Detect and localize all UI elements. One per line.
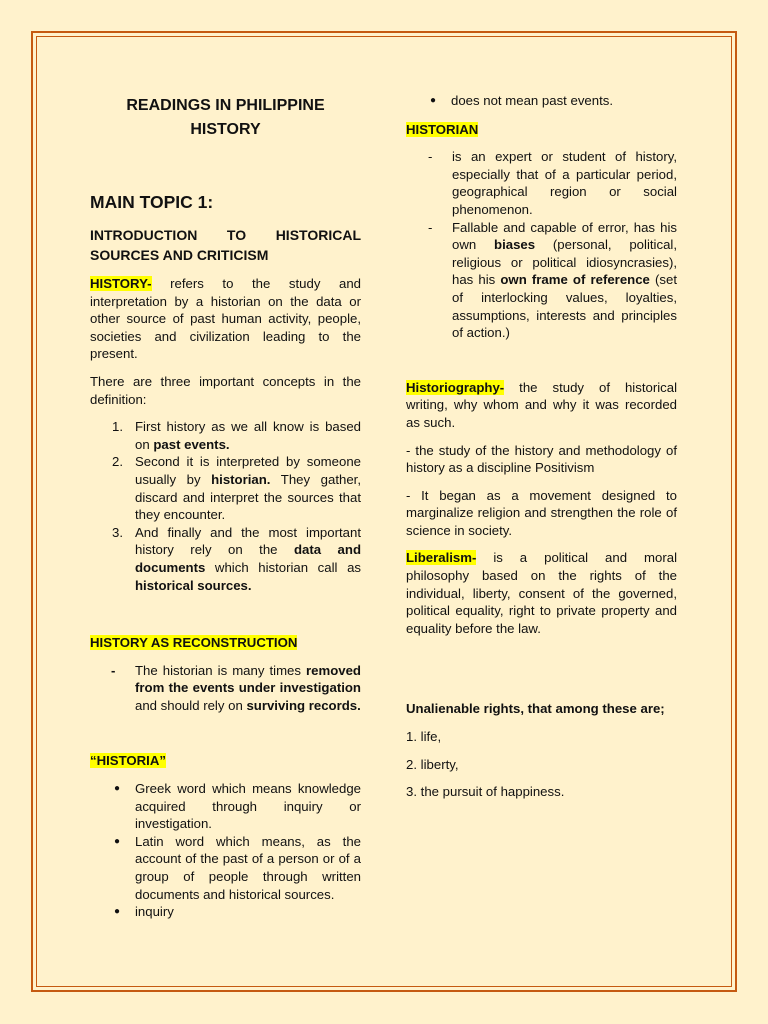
top-bullet-list — [406, 92, 677, 110]
list-item: - The historian is many times removed from the events under investigation and should rely on surviving records. — [111, 662, 361, 713]
rights-item: 3. the pursuit of happiness. — [406, 784, 565, 800]
list-item: - Fallable and capable of error, has his own biases (personal, political, religious or political idiosyncrasies), has his own frame of reference (set of interlocking values, loyalties, assumptions, interests and principles of action.) — [428, 219, 677, 341]
list-item: ● inquiry — [114, 904, 174, 920]
historian-list — [406, 148, 677, 342]
left-column — [90, 94, 361, 921]
subtopic-heading: INTRODUCTION TO HISTORICAL SOURCES AND CRITICISM — [90, 227, 361, 263]
list-item: 1. First history as we all know is based on past events. — [112, 419, 361, 452]
list-item: 3. And finally and the most important history rely on the data and documents which historian call as historical sources. — [112, 524, 361, 593]
concepts-list — [90, 418, 361, 594]
document-title: READINGS IN PHILIPPINE HISTORY — [126, 97, 325, 138]
list-item: ● does not mean past events. — [430, 93, 614, 108]
reconstruction-list — [90, 662, 361, 715]
historia-heading: “HISTORIA” — [90, 753, 166, 769]
concepts-intro: There are three important concepts in the definition: — [90, 373, 361, 407]
liberalism-definition: Liberalism- is a political and moral philosophy based on the rights of the individual, liberty, consent of the governed, political equality, right to private property and equality before the law. — [406, 550, 677, 636]
bullet-icon: ● — [430, 95, 437, 106]
rights-heading: Unalienable rights, that among these are; — [406, 701, 665, 717]
historian-heading: HISTORIAN — [406, 121, 479, 137]
bullet-icon: ● — [114, 783, 121, 795]
historia-list — [90, 780, 361, 921]
list-item: 2. Second it is interpreted by someone usually by historian. They gather, discard and interpret the sources that they encounter. — [112, 454, 361, 523]
main-topic-heading: MAIN TOPIC 1: — [90, 192, 214, 212]
bullet-icon: ● — [114, 906, 121, 918]
list-item: ● Latin word which means, as the account of the past of a person or of a group of people through written documents and historical sources. — [114, 833, 361, 902]
historiography-paragraph-2: - the study of the history and methodology of history as a discipline Positivism — [406, 442, 677, 476]
list-item: - is an expert or student of history, especially that of a particular period, geographical region or social phenomenon. — [428, 149, 677, 217]
bullet-icon: ● — [114, 835, 121, 847]
history-term: HISTORY- — [90, 276, 152, 291]
right-column — [406, 92, 677, 801]
list-item: ● Greek word which means knowledge acquired through inquiry or investigation. — [114, 781, 361, 832]
rights-item: 1. life, — [406, 729, 442, 745]
history-definition: HISTORY- refers to the study and interpretation by a historian on the data or other source of past human activity, people, societies and civilization leading to the present. — [90, 276, 361, 362]
reconstruction-heading: HISTORY AS RECONSTRUCTION — [90, 635, 298, 651]
rights-item: 2. liberty, — [406, 756, 459, 772]
historiography-definition: Historiography- the study of historical writing, why whom and why it was recorded as such. — [406, 379, 677, 430]
historiography-paragraph-3: - It began as a movement designed to marginalize religion and strengthen the role of science in society. — [406, 487, 677, 538]
